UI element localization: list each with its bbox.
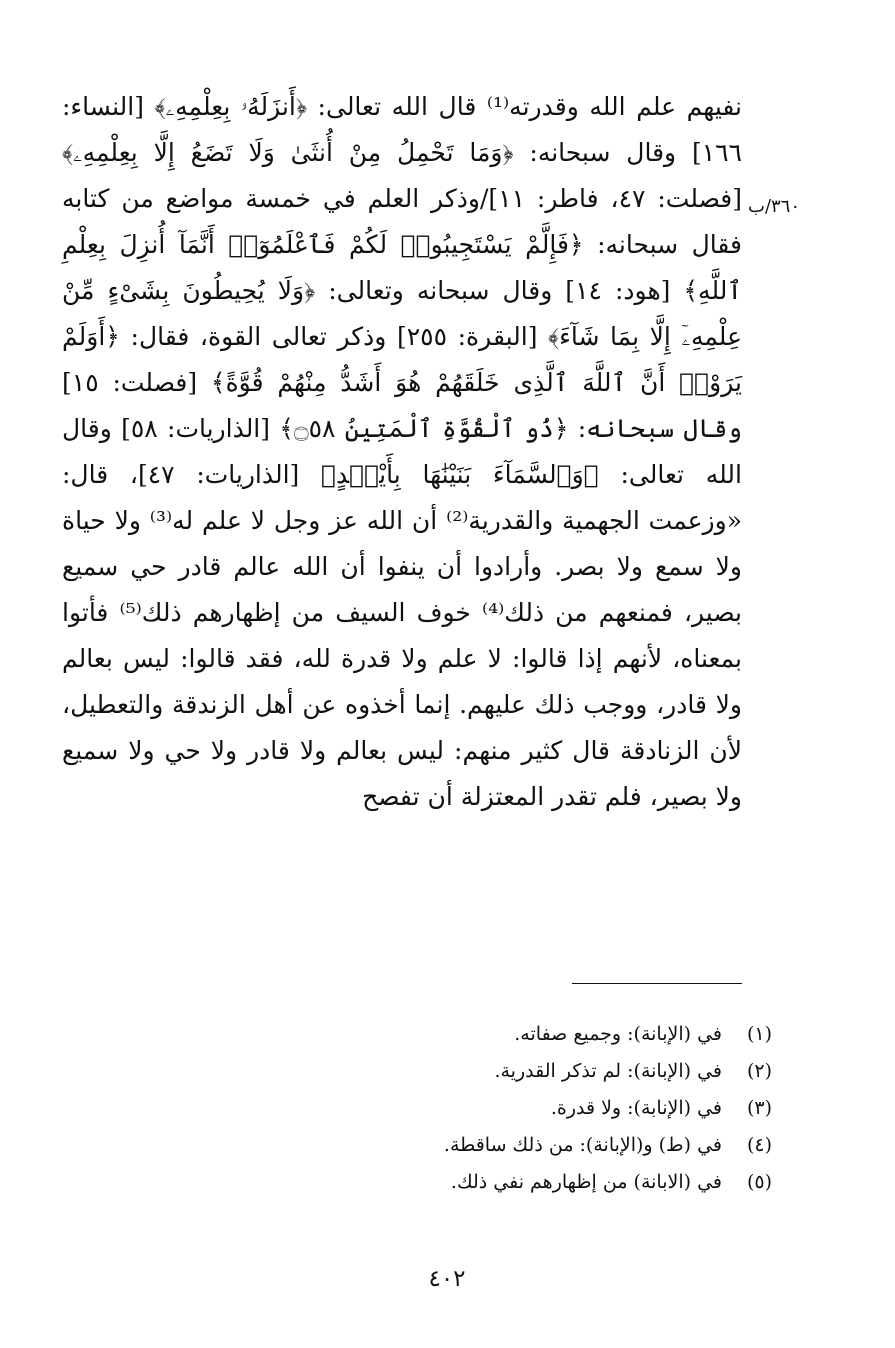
footnote-number: (٣) xyxy=(746,1097,772,1119)
footnote-4 xyxy=(300,1127,772,1164)
footnote-text: في (ط) و(الإبانة): من ذلك ساقطة. xyxy=(443,1134,722,1156)
footnote-text: في (الإنابة): ولا قدرة. xyxy=(550,1097,722,1119)
footnote-text: في (الإبانة): وجميع صفاته. xyxy=(514,1023,722,1045)
main-paragraph: نفيهم علم الله وقدرته⁽¹⁾ قال الله تعالى: ﴿أَنزَلَهُۥ بِعِلْمِهِۦ﴾ [النساء: ١٦٦] وقال سبحانه: ﴿وَمَا تَحْمِلُ مِنْ أُنثَىٰ وَلَا تَضَعُ إِلَّا بِعِلْمِهِۦ﴾ [فصلت: ٤٧، فاطر: ١١]/وذكر العلم في خمسة مواضع من كتابه فقال سبحانه: ﴿فَإِلَّمْ يَسْتَجِيبُوا۟ لَكُمْ فَٱعْلَمُوٓا۟ أَنَّمَآ أُنزِلَ بِعِلْمِ ٱللَّهِ﴾ [هود: ١٤] وقال سبحانه وتعالى: ﴿وَلَا يُحِيطُونَ بِشَىْءٍ مِّنْ عِلْمِهِۦٓ إِلَّا بِمَا شَآءَ﴾ [البقرة: ٢٥٥] وذكر تعالى القوة، فقال: ﴿أَوَلَمْ يَرَوْا۟ أَنَّ ٱللَّهَ ٱلَّذِى خَلَقَهُمْ هُوَ أَشَدُّ مِنْهُمْ قُوَّةً﴾ [فصلت: ١٥] وقال سبحانه: ﴿ذُو ٱلْقُوَّةِ ٱلْمَتِينُ ۝٥٨﴾ [الذاريات: ٥٨] وقال الله تعالى: ﴿وَٱلسَّمَآءَ بَنَيْنَٰهَا بِأَيْي۟دٍ﴾ [الذاريات: ٤٧]، قال: «وزعمت الجهمية والقدرية⁽²⁾ أن الله عز وجل لا علم له⁽³⁾ ولا حياة ولا سمع ولا بصر. وأرادوا أن ينفوا أن الله عالم قادر حي سميع بصير، فمنعهم من ذلك⁽⁴⁾ خوف السيف من إظهارهم ذلك⁽⁵⁾ فأتوا بمعناه، لأنهم إذا قالوا: لا علم ولا قدرة لله، فقد قالوا: ليس بعالم ولا قادر، ووجب ذلك عليهم. إنما أخذوه عن أهل الزندقة والتعطيل، لأن الزنادقة قال كثير منهم: ليس بعالم ولا قادر ولا حي ولا سميع ولا بصير، فلم تقدر المعتزلة أن تفصح xyxy=(62,92,743,811)
footnote-3 xyxy=(300,1090,772,1127)
footnote-number: (٤) xyxy=(746,1134,772,1156)
footnotes xyxy=(300,1016,772,1201)
footnote-5 xyxy=(300,1164,772,1201)
footnote-number: (١) xyxy=(746,1023,772,1045)
footnote-text: في (الابانة) من إظهارهم نفي ذلك. xyxy=(450,1171,722,1193)
footnote-1 xyxy=(300,1016,772,1053)
footnote-2 xyxy=(300,1053,772,1090)
footnote-number: (٥) xyxy=(746,1171,772,1193)
page-number: ٤٠٢ xyxy=(428,1266,466,1292)
main-text xyxy=(62,84,742,820)
footnote-divider xyxy=(572,983,742,984)
footnote-number: (٢) xyxy=(746,1060,772,1082)
footnote-text: في (الإبانة): لم تذكر القدرية. xyxy=(494,1060,722,1082)
margin-folio-note: ٣٦٠/ب xyxy=(748,196,801,217)
